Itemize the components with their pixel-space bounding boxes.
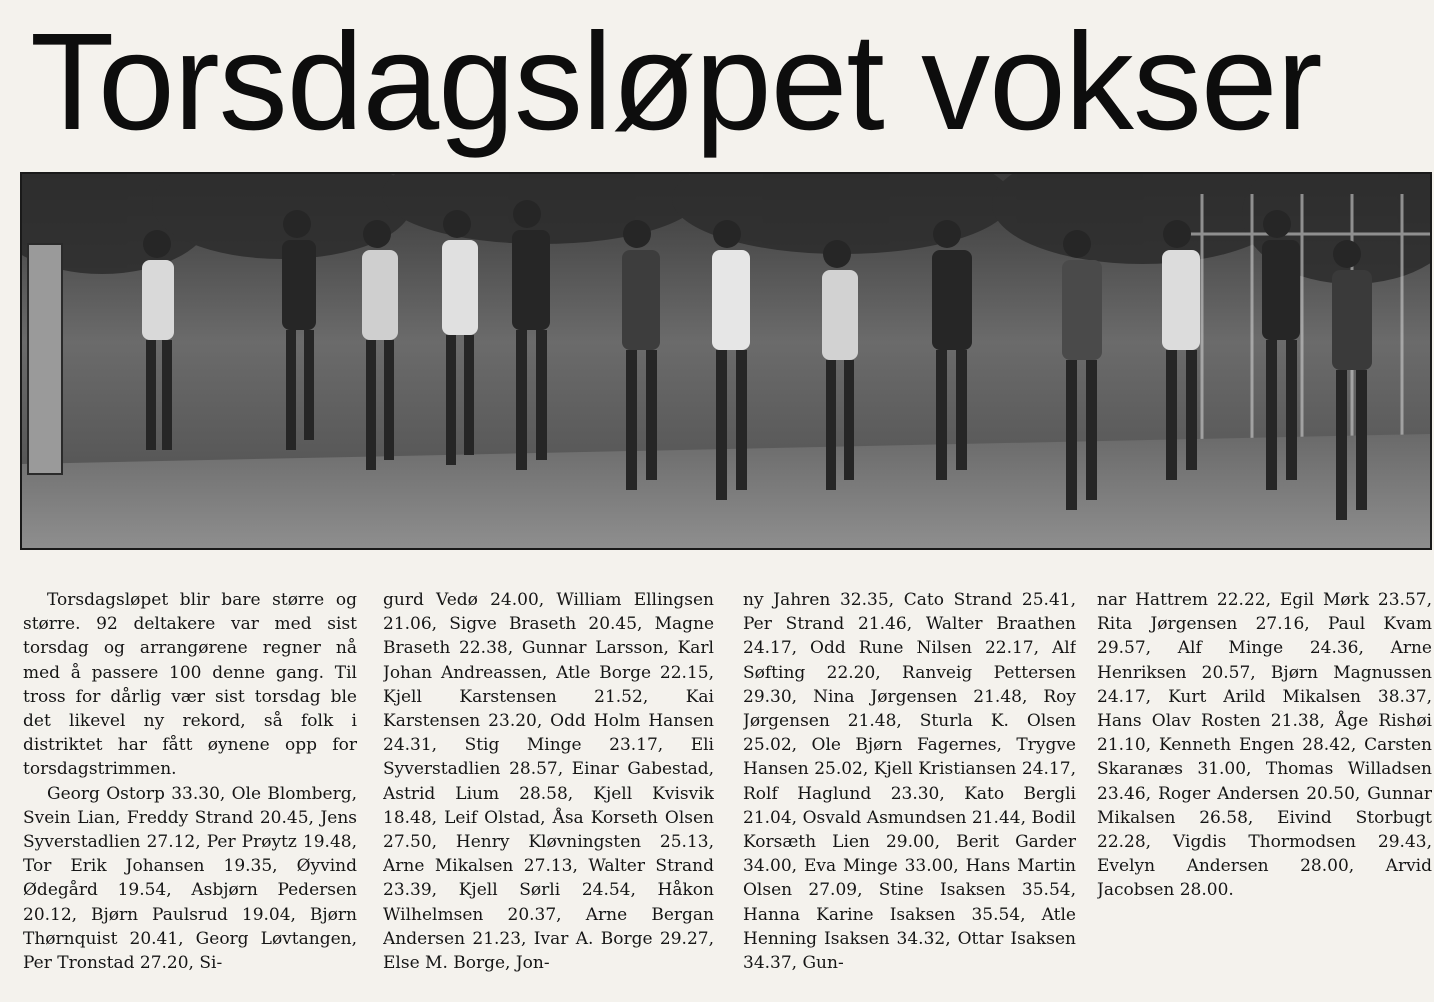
results-paragraph: ny Jahren 32.35, Cato Strand 25.41, Per Strand 21.46, Walter Braathen 24.17, Odd Rune Nilsen 22.17, Alf Søfting 22.20, Ranveig Pettersen 29.30, Nina Jørgensen 21.48, Roy Jørgensen 21.48, Sturla K. Olsen 25.02, Ole Bjørn Fagernes, Trygve Hansen 25.02, Kjell Kristiansen 24.17, Rolf Haglund 23.30, Kato Bergli 21.04, Osvald Asmundsen 21.44, Bodil Korsæth Lien 29.00, Berit Garder 34.00, Eva Minge 33.00, Hans Martin Olsen 27.09, Stine Isaksen 35.54, Hanna Karine Isaksen 35.54, Atle Henning Isaksen 34.32, Ottar Isaksen 34.37, Gun- (743, 590, 1076, 974)
text-column-3 (743, 588, 1076, 996)
runners-photo-graphic (22, 174, 1430, 548)
intro-paragraph: Torsdagsløpet blir bare større og større. 92 deltakere var med sist torsdag og arrangørene regner nå med å passere 100 denne gang. Til tross for dårlig vær sist torsdag ble det likevel ny rekord, så folk i distriktet har fått øynene opp for torsdagstrimmen. (23, 590, 357, 780)
headline: Torsdagsløpet vokser (30, 5, 1322, 159)
results-paragraph: Georg Ostorp 33.30, Ole Blomberg, Svein Lian, Freddy Strand 20.45, Jens Syverstadlien 27.12, Per Prøytz 19.48, Tor Erik Johansen 19.35, Øyvind Ødegård 19.54, Asbjørn Pedersen 20.12, Bjørn Paulsrud 19.04, Bjørn Thørnquist 20.41, Georg Løvtangen, Per Tronstad 27.20, Si- (23, 783, 357, 974)
results-paragraph: gurd Vedø 24.00, William Ellingsen 21.06, Sigve Braseth 20.45, Magne Braseth 22.38, Gunnar Larsson, Karl Johan Andreassen, Atle Borge 22.15, Kjell Karstensen 21.52, Kai Karstensen 23.20, Odd Holm Hansen 24.31, Stig Minge 23.17, Eli Syverstadlien 28.57, Einar Gabestad, Astrid Lium 28.58, Kjell Kvisvik 18.48, Leif Olstad, Åsa Korseth Olsen 27.50, Henry Kløvningsten 25.13, Arne Mikalsen 27.13, Walter Strand 23.39, Kjell Sørli 24.54, Håkon Wilhelmsen 20.37, Arne Bergan Andersen 21.23, Ivar A. Borge 29.27, Else M. Borge, Jon- (383, 590, 714, 974)
text-column-1 (23, 588, 357, 996)
text-column-4 (1097, 588, 1432, 996)
results-paragraph: nar Hattrem 22.22, Egil Mørk 23.57, Rita Jørgensen 27.16, Paul Kvam 29.57, Alf Minge 24.36, Arne Henriksen 20.57, Bjørn Magnussen 24.17, Kurt Arild Mikalsen 38.37, Hans Olav Rosten 21.38, Åge Rishøi 21.10, Kenneth Engen 28.42, Carsten Skaranæs 31.00, Thomas Willadsen 23.46, Roger Andersen 20.50, Gunnar Mikalsen 26.58, Eivind Storbugt 22.28, Vigdis Thormodsen 29.43, Evelyn Andersen 28.00, Arvid Jacobsen 28.00. (1097, 590, 1432, 901)
runners-photo (20, 172, 1432, 550)
text-column-2 (383, 588, 714, 996)
